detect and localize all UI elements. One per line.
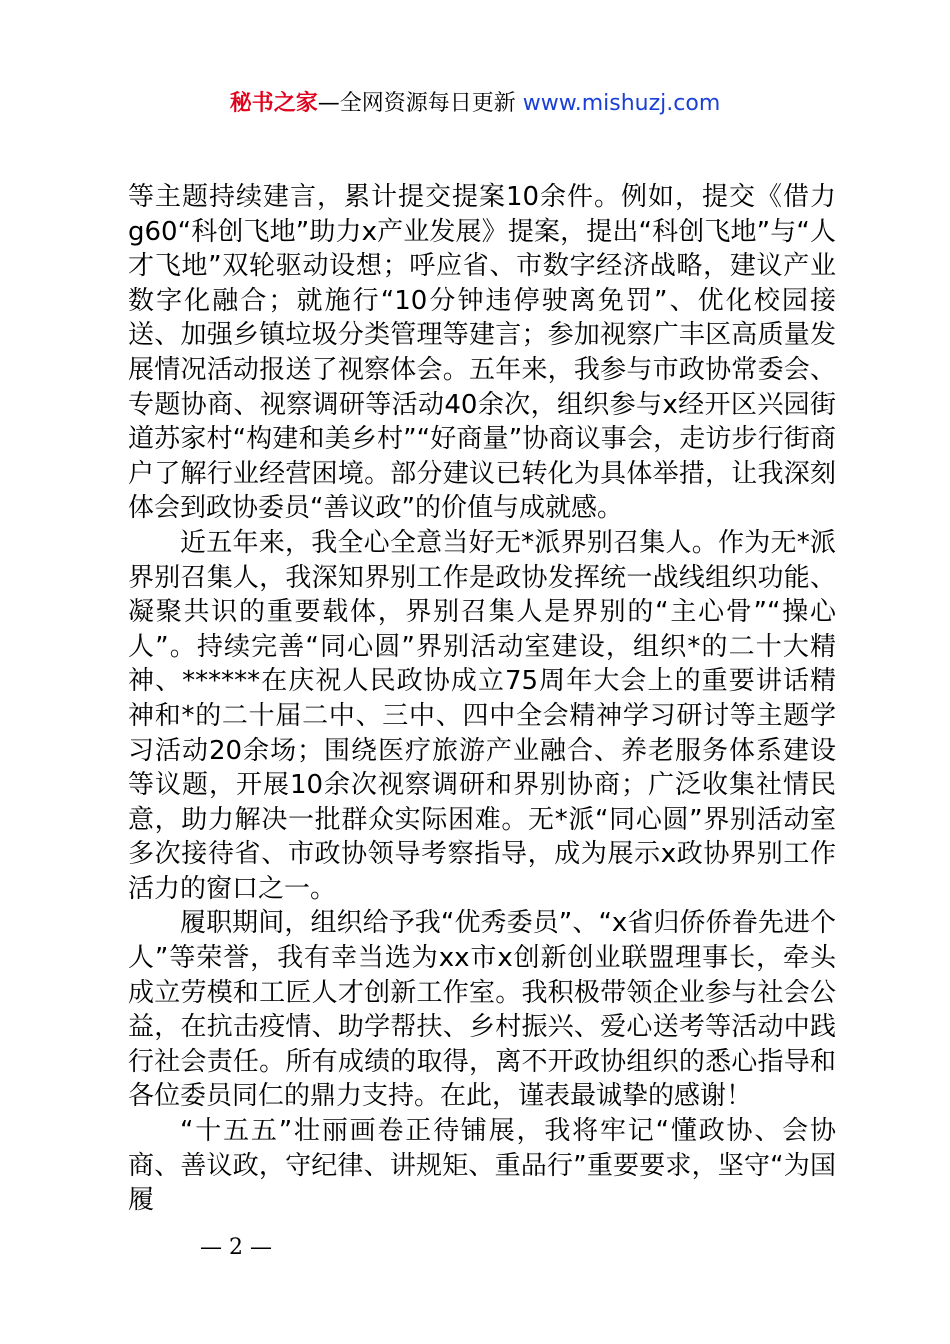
paragraph-1: 等主题持续建言，累计提交提案10余件。例如，提交《借力g60“科创飞地”助力x产业发展》提案，提出“科创飞地”与“人才飞地”双轮驱动设想；呼应省、市数字经济战略，建议产业数字化融合；就施行“10分钟违停驶离免罚”、优化校园接送、加强乡镇垃圾分类管理等建言；参加视察广丰区高质量发展情况活动报送了视察体会。五年来，我参与市政协常委会、专题协商、视察调研等活动40余次，组织参与x经开区兴园街道苏家村“构建和美乡村”“好商量”协商议事会，走访步行街商户了解行业经营困境。部分建议已转化为具体举措，让我深刻体会到政协委员“善议政”的价值与成就感。	[128, 182, 836, 524]
header-separator: —	[317, 91, 340, 116]
site-header	[0, 88, 950, 120]
paragraph-3: 履职期间，组织给予我“优秀委员”、“x省归侨侨眷先进个人”等荣誉，我有幸当选为xx市x创新创业联盟理事长，牵头成立劳模和工匠人才创新工作室。我积极带领企业参与社会公益，在抗击疫情、助学帮扶、乡村振兴、爱心送考等活动中践行社会责任。所有成绩的取得，离不开政协组织的悉心指导和各位委员同仁的鼎力支持。在此，谨表最诚挚的感谢！	[128, 908, 836, 1112]
paragraph-4: “十五五”壮丽画卷正待铺展，我将牢记“懂政协、会协商、善议政，守纪律、讲规矩、重品行”重要要求，坚守“为国履	[128, 1116, 836, 1216]
document-body	[128, 180, 836, 1218]
site-url-link[interactable]: www.mishuzj.com	[522, 91, 721, 116]
header-tagline: 全网资源每日更新	[339, 91, 516, 116]
brand-name: 秘书之家	[229, 91, 318, 116]
paragraph-2: 近五年来，我全心全意当好无*派界别召集人。作为无*派界别召集人，我深知界别工作是政协发挥统一战线组织功能、凝聚共识的重要载体，界别召集人是界别的“主心骨”“操心人”。持续完善“同心圆”界别活动室建设，组织*的二十大精神、******在庆祝人民政协成立75周年大会上的重要讲话精神和*的二十届二中、三中、四中全会精神学习研讨等主题学习活动20余场；围绕医疗旅游产业融合、养老服务体系建设等议题，开展10余次视察调研和界别协商；广泛收集社情民意，助力解决一批群众实际困难。无*派“同心圆”界别活动室多次接待省、市政协领导考察指导，成为展示x政协界别工作活力的窗口之一。	[128, 527, 836, 904]
page-number: — 2 —	[200, 1235, 272, 1260]
